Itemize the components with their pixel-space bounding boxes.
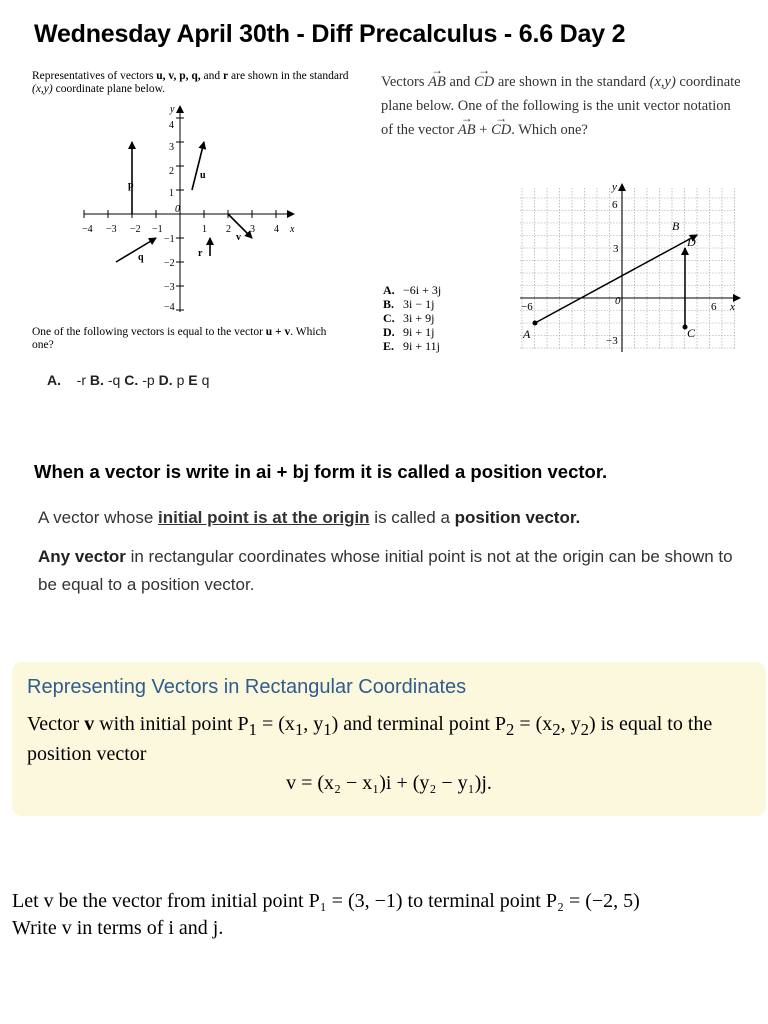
q1-choice-a: -r [76, 372, 86, 388]
position-vector-definition [38, 504, 738, 532]
any-vector-paragraph [38, 543, 738, 599]
q1-choice-d: p [176, 372, 185, 388]
q1-xtick: 4 [274, 224, 279, 235]
q2-choice-label: E. [383, 339, 395, 353]
vector-cd-label: → CD [474, 70, 494, 94]
q1-ytick: 3 [169, 142, 174, 153]
q1-question [32, 326, 350, 351]
q2-choice-row [383, 339, 441, 353]
q1-choice-e: q [201, 372, 210, 388]
box-text-v: v [84, 713, 95, 735]
vector-u [192, 142, 204, 190]
definition-pre: A vector whose [38, 508, 159, 527]
q2-origin-label: 0 [615, 295, 621, 307]
q1-xtick: 3 [250, 224, 255, 235]
rectangular-coordinates-box [12, 662, 766, 816]
box-text-part: with initial point P [94, 713, 249, 735]
q1-ytick: −3 [164, 282, 175, 293]
q1-origin-label: 0 [175, 204, 180, 215]
page-title: Wednesday April 30th - Diff Precalculus - 6.6 Day 2 [34, 20, 626, 48]
q1-xtick: 2 [226, 224, 231, 235]
q2-vector-graph [518, 180, 746, 355]
q2-text-shown: are shown in the standard [494, 74, 650, 90]
vector-label-u: u [200, 170, 206, 181]
q1-choice-e-label: E [188, 372, 198, 388]
q2-choice-label: A. [383, 283, 395, 297]
vector-label-p: p [128, 180, 134, 191]
any-vector-rest: in rectangular coordinates whose initial point is not at the origin can be shown to be equal to a position vector. [38, 547, 733, 594]
q1-vector-graph [80, 100, 310, 320]
point-label-d: D [687, 235, 696, 249]
q2-y-axis-label: y [612, 181, 617, 193]
q2-choice-value: 9i + 11j [403, 339, 440, 353]
q1-ytick: −1 [164, 234, 175, 245]
box-title: Representing Vectors in Rectangular Coordinates [27, 676, 467, 698]
problem-line-2: Write v in terms of i and j. [12, 917, 224, 939]
point-label-c: C [687, 326, 696, 340]
q2-choice-label: B. [383, 297, 395, 311]
box-text-part: ) is equal to the position vector [27, 713, 713, 765]
q2-text-end: . Which one? [511, 122, 588, 138]
q2-choice-value: 3i + 9j [403, 311, 435, 325]
q1-intro [32, 70, 350, 95]
q1-xtick: −3 [106, 224, 117, 235]
problem-line-1: Let v be the vector from initial point P₁ = (3, −1) to terminal point P₂ = (−2, 5) [12, 890, 640, 912]
q2-choice-row [383, 297, 441, 311]
vector-ab-label: → AB [458, 118, 476, 142]
q1-choice-b: -q [107, 372, 121, 388]
q2-text-rest: coordinate plane below. One of the following is the unit vector notation of the vector [381, 74, 741, 138]
position-vector-heading: When a vector is write in ai + bj form it is called a position vector. [34, 461, 608, 482]
vector-ab-label: → AB [428, 70, 446, 94]
q1-ytick: −2 [164, 258, 175, 269]
q2-choice-label: C. [383, 311, 395, 325]
q2-choices [383, 283, 441, 353]
vector-label-v: v [236, 232, 241, 243]
q1-ytick: −4 [164, 302, 175, 313]
q2-tick: −3 [606, 335, 618, 347]
box-text-part: = (x [256, 713, 295, 735]
vector-label-r: r [198, 248, 203, 259]
q1-choice-c-label: C. [124, 372, 139, 388]
q1-question-expr: u + v [265, 326, 291, 338]
q2-x-axis-label: x [730, 301, 735, 313]
q1-intro-end: coordinate plane below. [52, 82, 166, 95]
any-vector-bold: Any vector [38, 547, 126, 566]
q1-xtick: 1 [202, 224, 207, 235]
q2-choice-row [383, 283, 441, 297]
q2-text-and: and [445, 74, 475, 90]
box-text-part: , y [303, 713, 324, 735]
q2-text-vectors: Vectors [381, 74, 429, 90]
box-text-part: Vector [27, 713, 85, 735]
vector-q [116, 238, 156, 262]
q2-choice-label: D. [383, 325, 395, 339]
q2-tick: −6 [521, 301, 533, 313]
q2-intro [381, 70, 741, 142]
box-text-part: , y [560, 713, 581, 735]
q1-choice-d-label: D. [158, 372, 173, 388]
position-vector-formula: v = (x₂ − x₁)i + (y₂ − y₁)j. [286, 772, 492, 794]
q1-xtick: −4 [82, 224, 93, 235]
q2-choice-value: −6i + 3j [403, 283, 442, 297]
q1-x-axis-label: x [290, 224, 295, 235]
q2-choice-value: 3i − 1j [403, 297, 435, 311]
q2-choice-row [383, 311, 441, 325]
q1-intro-pre: Representatives of vectors [32, 70, 157, 82]
q1-choices [47, 372, 209, 388]
q1-xtick: −2 [130, 224, 141, 235]
q1-choice-a-label: A. [47, 372, 61, 388]
q1-question-pre: One of the following vectors is equal to the vector [32, 326, 266, 338]
q1-question-post: . Which one? [32, 326, 327, 351]
definition-underline: initial point is at the origin [158, 508, 370, 527]
q1-intro-post: are shown in the standard [228, 70, 349, 82]
q1-intro-coord: (x,y) [32, 82, 53, 95]
q1-ytick: 2 [169, 166, 174, 177]
q1-y-axis-label: y [170, 104, 175, 115]
q2-tick: 3 [613, 243, 619, 255]
box-text: Vector v with initial point $P_1 = (x_1$, $y_1$) and terminal point $P_2 = (x_2$, $y_2$) is equal to the position vector [27, 713, 713, 765]
q2-text-coord: (x,y) [649, 74, 676, 90]
point-a [533, 321, 538, 326]
definition-bold: position vector. [454, 508, 581, 527]
q1-ytick: 1 [169, 188, 174, 199]
q1-choice-c: -p [142, 372, 155, 388]
definition-mid: is called a [369, 508, 455, 527]
box-text-part: = (x [514, 713, 553, 735]
q1-intro-vectors: u, v, p, q, [156, 70, 201, 82]
q2-choice-row [383, 325, 441, 339]
q1-intro-r: r [223, 70, 229, 82]
vector-label-q: q [138, 252, 144, 263]
q2-tick: 6 [612, 199, 618, 211]
q2-choice-value: 9i + 1j [403, 325, 435, 339]
box-text-part: ) and terminal point P [331, 713, 507, 735]
problem-statement [12, 888, 768, 942]
q1-intro-and: and [200, 70, 224, 82]
q2-tick: 6 [711, 301, 717, 313]
q1-choice-b-label: B. [89, 372, 104, 388]
point-label-b: B [672, 219, 680, 233]
q1-xtick: −1 [152, 224, 163, 235]
q2-grid [520, 188, 736, 350]
point-label-a: A [523, 327, 531, 341]
q2-text-plus: + [475, 122, 492, 138]
vector-cd-label: → CD [491, 118, 511, 142]
q1-ytick: 4 [169, 120, 174, 131]
